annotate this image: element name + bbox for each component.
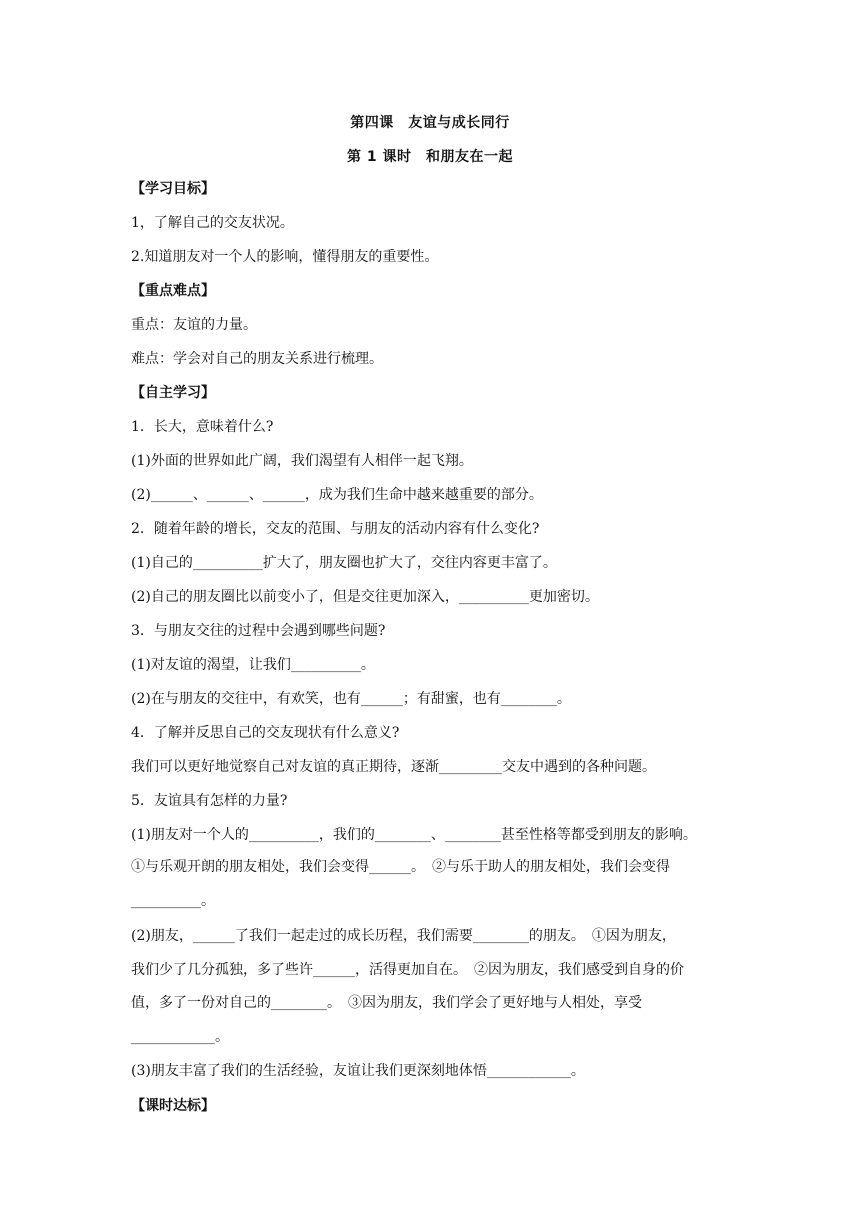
section-heading-self-study: 【自主学习】	[131, 385, 215, 401]
answer-line: (1)自己的__________扩大了，朋友圈也扩大了，交往内容更丰富了。	[131, 555, 557, 571]
section-heading-key-points: 【重点难点】	[131, 283, 215, 299]
answer-line: (1)外面的世界如此广阔，我们渴望有人相伴一起飞翔。	[131, 453, 473, 469]
answer-line: 我们可以更好地觉察自己对友谊的真正期待，逐渐_________交友中遇到的各种问题。	[131, 759, 656, 775]
question-4: 4．了解并反思自己的交友现状有什么意义?	[131, 725, 400, 741]
difficult-point: 难点：学会对自己的朋友关系进行梳理。	[131, 351, 383, 367]
question-2: 2．随着年龄的增长，交友的范围、与朋友的活动内容有什么变化?	[131, 521, 540, 537]
document-subtitle: 第 1 课时 和朋友在一起	[347, 149, 513, 165]
answer-line: ____________。	[131, 1029, 229, 1045]
goal-item-1: 1，了解自己的交友状况。	[131, 215, 294, 231]
question-3: 3．与朋友交往的过程中会遇到哪些问题?	[131, 623, 386, 639]
question-1: 1．长大，意味着什么?	[131, 419, 274, 435]
answer-line: 我们少了几分孤独，多了些许______，活得更加自在。 ②因为朋友，我们感受到自身的价	[131, 962, 684, 978]
key-point: 重点：友谊的力量。	[131, 317, 257, 333]
answer-line: (1)对友谊的渴望，让我们__________。	[131, 657, 375, 673]
question-5: 5．友谊具有怎样的力量?	[131, 793, 288, 809]
answer-line: 值，多了一份对自己的________。 ③因为朋友，我们学会了更好地与人相处，享受	[131, 995, 642, 1011]
section-heading-lesson-assessment: 【课时达标】	[131, 1098, 215, 1114]
answer-line: __________。	[131, 893, 215, 909]
answer-line: (2)在与朋友的交往中，有欢笑，也有______；有甜蜜，也有________。	[131, 691, 571, 707]
answer-line: ①与乐观开朗的朋友相处，我们会变得______。 ②与乐于助人的朋友相处，我们会变得	[131, 859, 670, 875]
goal-item-2: 2.知道朋友对一个人的影响，懂得朋友的重要性。	[131, 249, 439, 265]
answer-line: (1)朋友对一个人的__________，我们的________、________甚至性格等都受到朋友的影响。	[131, 827, 697, 843]
answer-line: (2)自己的朋友圈比以前变小了，但是交往更加深入，__________更加密切。	[131, 589, 599, 605]
document-title: 第四课 友谊与成长同行	[350, 115, 510, 131]
answer-line: (2)______、______、______，成为我们生命中越来越重要的部分。	[131, 487, 543, 503]
section-heading-learning-goals: 【学习目标】	[131, 181, 215, 197]
answer-line: (2)朋友，______了我们一起走过的成长历程，我们需要________的朋友。 ①因为朋友，	[131, 928, 676, 944]
answer-line: (3)朋友丰富了我们的生活经验，友谊让我们更深刻地体悟____________。	[131, 1063, 585, 1079]
